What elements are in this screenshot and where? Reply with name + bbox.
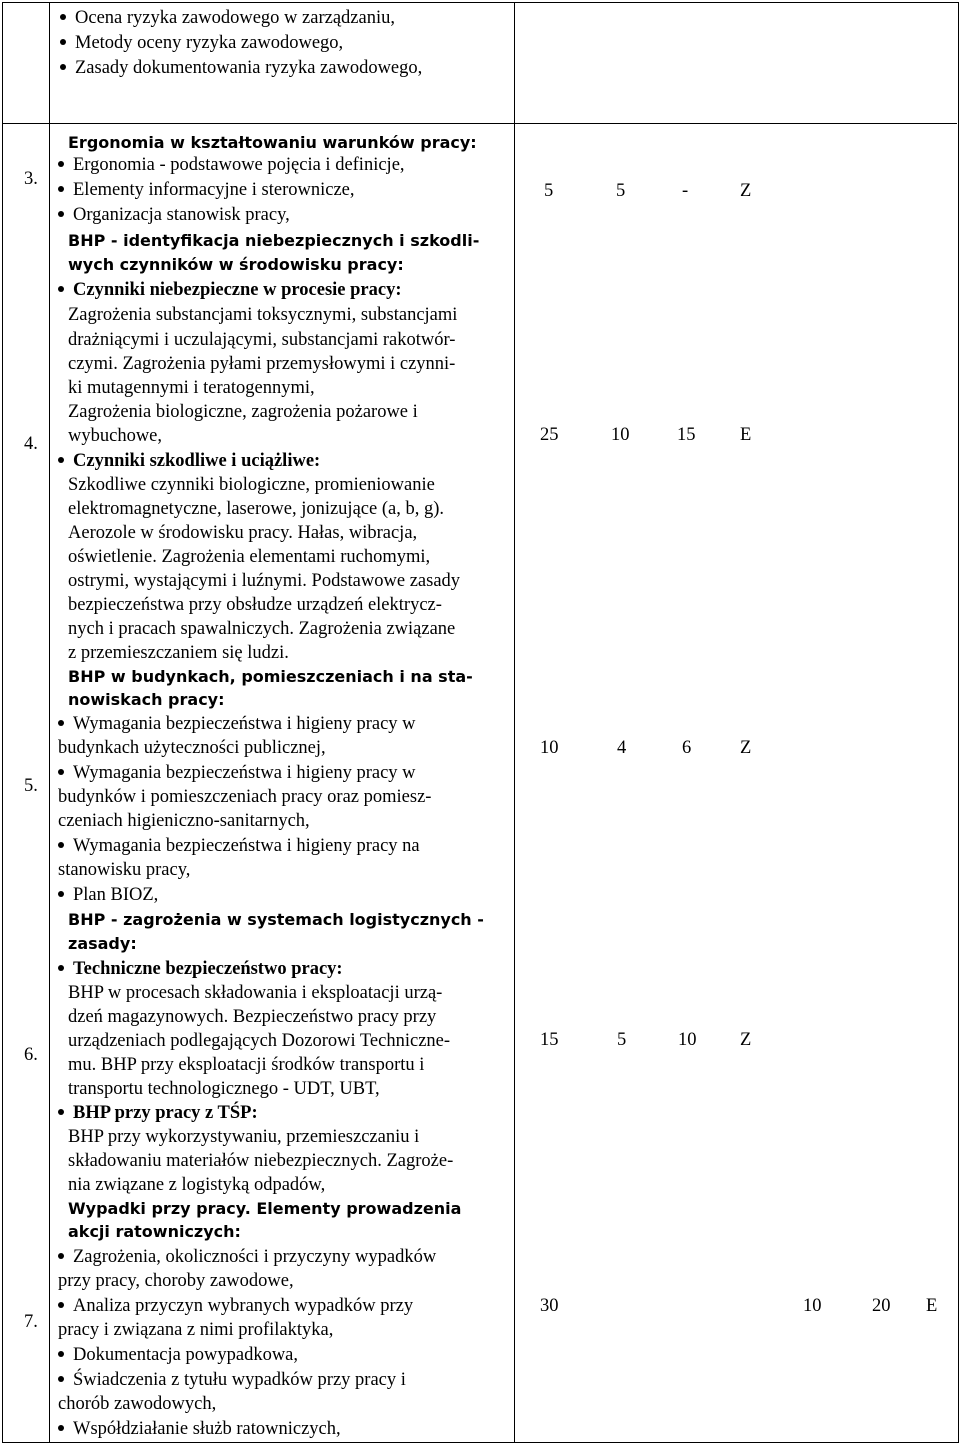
row-4-heading-1: BHP - identyfikacja niebezpiecznych i szkodli-: [68, 231, 480, 250]
bullet-icon: [58, 1425, 64, 1431]
row-6-line-6: BHP przy wykorzystywaniu, przemieszczaniu i: [68, 1127, 420, 1147]
row-4-subheading-2: Czynniki szkodliwe i uciążliwe:: [58, 449, 320, 473]
bullet-icon: [60, 14, 66, 20]
row-6-subheading-2: BHP przy pracy z TŚP:: [58, 1101, 258, 1125]
row-7-line-1: przy pracy, choroby zawodowe,: [58, 1271, 294, 1291]
row-7-line-2: pracy i związana z nimi profilaktyka,: [58, 1320, 334, 1340]
row-4-line-6: wybuchowe,: [68, 426, 163, 446]
row-6-heading-2: zasady:: [68, 934, 137, 953]
row-7-line-3: chorób zawodowych,: [58, 1394, 217, 1414]
hours-6-lecture: 5: [617, 1030, 627, 1050]
row-number-6: 6.: [24, 1045, 38, 1065]
row-6-line-2: dzeń magazynowych. Bezpieczeństwo pracy przy: [68, 1007, 437, 1027]
hours-3-form: Z: [740, 181, 752, 201]
row-6-line-5: transportu technologicznego - UDT, UBT,: [68, 1079, 380, 1099]
row-3-item-3: Organizacja stanowisk pracy,: [58, 203, 290, 227]
bullet-icon: [58, 211, 64, 217]
row-4-line-5: Zagrożenia biologiczne, zagrożenia pożarowe i: [68, 402, 418, 422]
bullet-icon: [58, 769, 64, 775]
row-4-line-13: nych i pracach spawalniczych. Zagrożenia związane: [68, 619, 456, 639]
hours-5-exercise: 6: [682, 738, 692, 758]
top-row-bullet-2: Metody oceny ryzyka zawodowego,: [60, 31, 343, 55]
hours-6-total: 15: [540, 1030, 559, 1050]
row-divider: [2, 123, 957, 124]
row-6-heading-1: BHP - zagrożenia w systemach logistycznych -: [68, 910, 484, 929]
top-row-bullet-1: Ocena ryzyka zawodowego w zarządzaniu,: [60, 6, 395, 30]
row-4-line-11: ostrymi, wystającymi i luźnymi. Podstawowe zasady: [68, 571, 461, 591]
hours-7-exercise: 20: [872, 1296, 891, 1316]
row-5-heading-2: nowiskach pracy:: [68, 690, 225, 709]
row-number-5: 5.: [24, 776, 38, 796]
row-7-item-4: Świadczenia z tytułu wypadków przy pracy i: [58, 1368, 406, 1392]
row-4-line-2: drażniącymi i uczulającymi, substancjami rakotwór-: [68, 330, 456, 350]
row-7-item-1: Zagrożenia, okoliczności i przyczyny wypadków: [58, 1245, 436, 1269]
hours-4-total: 25: [540, 425, 559, 445]
row-4-line-4: ki mutagennymi i teratogennymi,: [68, 378, 315, 398]
bullet-icon: [60, 64, 66, 70]
bullet-icon: [58, 286, 64, 292]
row-5-line-1: budynkach użyteczności publicznej,: [58, 738, 326, 758]
row-number-4: 4.: [24, 434, 38, 454]
hours-5-total: 10: [540, 738, 559, 758]
column-divider-content: [514, 2, 515, 1442]
row-3-item-1: Ergonomia - podstawowe pojęcia i definicje,: [58, 153, 405, 177]
column-divider-number: [49, 2, 50, 1442]
hours-3-exercise: -: [682, 181, 689, 201]
row-4-line-12: bezpieczeństwa przy obsłudze urządzeń elektrycz-: [68, 595, 442, 615]
hours-5-form: Z: [740, 738, 752, 758]
row-3-item-2: Elementy informacyjne i sterownicze,: [58, 178, 355, 202]
bullet-icon: [60, 39, 66, 45]
hours-4-exercise: 15: [677, 425, 696, 445]
row-4-line-10: oświetlenie. Zagrożenia elementami ruchomymi,: [68, 547, 431, 567]
row-5-heading-1: BHP w budynkach, pomieszczeniach i na sta-: [68, 667, 473, 686]
bullet-icon: [58, 457, 64, 463]
row-6-line-8: nia związane z logistyką odpadów,: [68, 1175, 326, 1195]
row-3-heading: Ergonomia w kształtowaniu warunków pracy:: [68, 133, 477, 152]
hours-6-exercise: 10: [678, 1030, 697, 1050]
hours-3-total: 5: [544, 181, 554, 201]
row-5-item-4: Plan BIOZ,: [58, 883, 158, 907]
hours-4-form: E: [740, 425, 752, 445]
hours-7-lecture: 10: [803, 1296, 822, 1316]
row-6-line-1: BHP w procesach składowania i eksploatacji urzą-: [68, 983, 443, 1003]
row-6-line-4: mu. BHP przy eksploatacji środków transportu i: [68, 1055, 425, 1075]
row-4-line-1: Zagrożenia substancjami toksycznymi, substancjami: [68, 305, 458, 325]
row-4-line-9: Aerozole w środowisku pracy. Hałas, wibracja,: [68, 523, 418, 543]
row-5-line-3: czeniach higieniczno-sanitarnych,: [58, 811, 310, 831]
row-6-line-3: urządzeniach podlegających Dozorowi Techniczne-: [68, 1031, 451, 1051]
row-number-3: 3.: [24, 169, 38, 189]
bullet-icon: [58, 965, 64, 971]
bullet-icon: [58, 720, 64, 726]
top-row-bullet-3: Zasady dokumentowania ryzyka zawodowego,: [60, 56, 422, 80]
row-5-line-4: stanowisku pracy,: [58, 860, 191, 880]
bullet-icon: [58, 161, 64, 167]
bullet-icon: [58, 842, 64, 848]
row-4-subheading-1: Czynniki niebezpieczne w procesie pracy:: [58, 278, 402, 302]
bullet-icon: [58, 1351, 64, 1357]
row-4-line-8: elektromagnetyczne, laserowe, jonizujące (a, b, g).: [68, 499, 444, 519]
row-7-heading-1: Wypadki przy pracy. Elementy prowadzenia: [68, 1199, 462, 1218]
row-5-item-3: Wymagania bezpieczeństwa i higieny pracy na: [58, 834, 420, 858]
row-7-item-3: Dokumentacja powypadkowa,: [58, 1343, 298, 1367]
hours-6-form: Z: [740, 1030, 752, 1050]
row-5-item-1: Wymagania bezpieczeństwa i higieny pracy w: [58, 712, 416, 736]
hours-7-total: 30: [540, 1296, 559, 1316]
hours-3-lecture: 5: [616, 181, 626, 201]
row-5-line-2: budynków i pomieszczeniach pracy oraz pomiesz-: [58, 787, 432, 807]
row-number-7: 7.: [24, 1312, 38, 1332]
row-5-item-2: Wymagania bezpieczeństwa i higieny pracy w: [58, 761, 416, 785]
bullet-icon: [58, 1376, 64, 1382]
row-4-line-3: czymi. Zagrożenia pyłami przemysłowymi i czynni-: [68, 354, 456, 374]
row-7-item-5: Współdziałanie służb ratowniczych,: [58, 1417, 341, 1441]
row-4-line-7: Szkodliwe czynniki biologiczne, promieniowanie: [68, 475, 435, 495]
bullet-icon: [58, 1253, 64, 1259]
bullet-icon: [58, 186, 64, 192]
hours-5-lecture: 4: [617, 738, 627, 758]
bullet-icon: [58, 891, 64, 897]
row-4-heading-2: wych czynników w środowisku pracy:: [68, 255, 404, 274]
bullet-icon: [58, 1302, 64, 1308]
row-4-line-14: z przemieszczaniem się ludzi.: [68, 643, 289, 663]
hours-7-form: E: [926, 1296, 938, 1316]
row-6-line-7: składowaniu materiałów niebezpiecznych. Zagroże-: [68, 1151, 454, 1171]
bullet-icon: [58, 1109, 64, 1115]
row-6-subheading-1: Techniczne bezpieczeństwo pracy:: [58, 957, 343, 981]
hours-4-lecture: 10: [611, 425, 630, 445]
row-7-item-2: Analiza przyczyn wybranych wypadków przy: [58, 1294, 413, 1318]
row-7-heading-2: akcji ratowniczych:: [68, 1222, 241, 1241]
